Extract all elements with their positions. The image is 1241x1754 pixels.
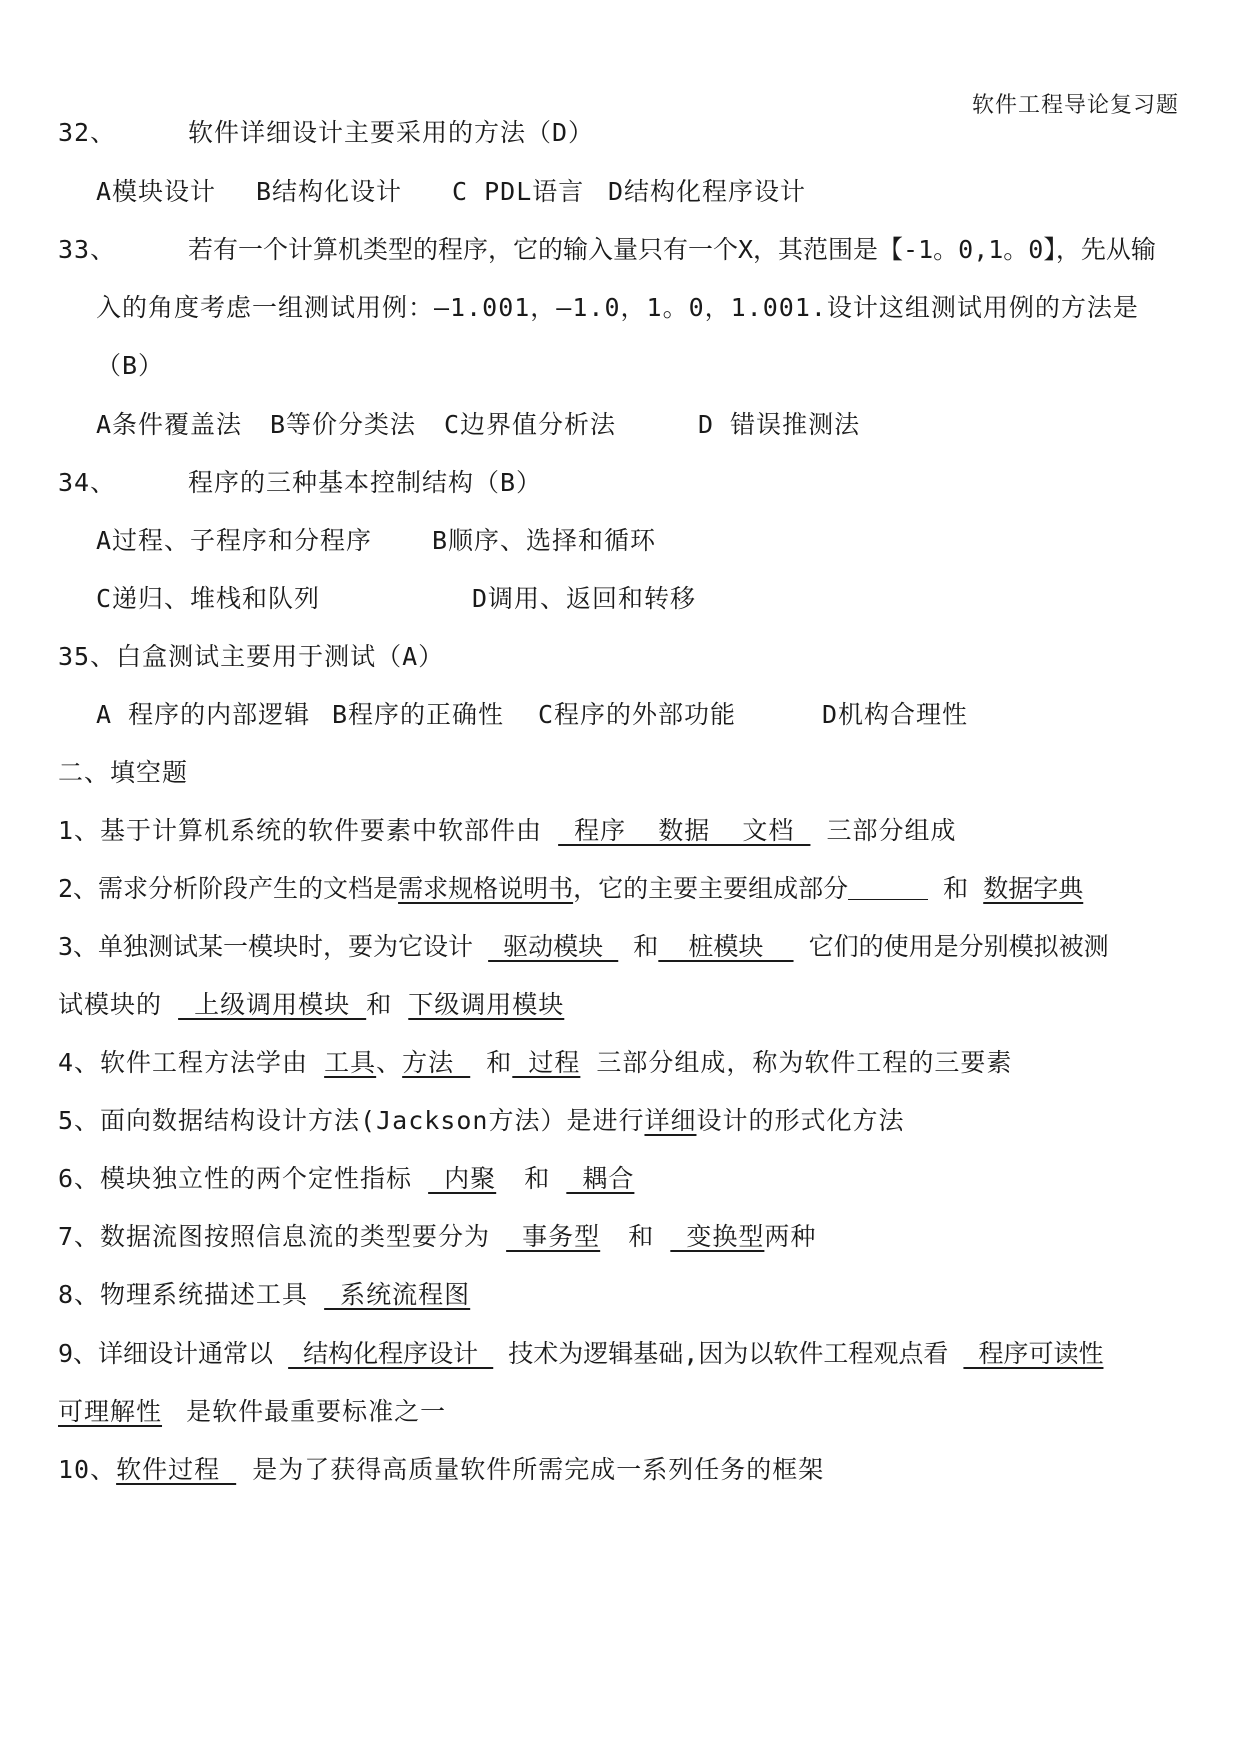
answer: 内聚	[428, 1164, 497, 1193]
fill-text: 和	[486, 1048, 513, 1077]
fill-text: 9、详细设计通常以	[58, 1339, 274, 1368]
fill-text: 和	[524, 1164, 551, 1193]
answer: 驱动模块	[488, 932, 619, 961]
fill-6	[58, 1162, 1183, 1196]
option-a: A条件覆盖法	[96, 410, 243, 439]
answer: 软件过程	[116, 1455, 237, 1484]
fill-7	[58, 1220, 1183, 1254]
answer: 结构化程序设计	[288, 1339, 494, 1368]
option-a: A模块设计	[96, 177, 217, 206]
answer: 详细	[644, 1106, 697, 1135]
question-number: 33、	[58, 235, 117, 264]
option-d: D结构化程序设计	[608, 177, 807, 206]
option-d: D调用、返回和转移	[472, 584, 697, 613]
question-33	[58, 233, 1183, 267]
fill-5	[58, 1104, 1183, 1138]
answer: 事务型	[506, 1222, 601, 1251]
fill-10	[58, 1453, 1183, 1487]
fill-text: 8、物理系统描述工具	[58, 1280, 309, 1309]
option-b: B等价分类法	[270, 410, 417, 439]
option-c: C递归、堆栈和队列	[96, 584, 321, 613]
fill-text: 和	[943, 874, 969, 903]
question-number: 34、	[58, 468, 117, 497]
fill-1	[58, 814, 1183, 848]
fill-text: 是为了获得高质量软件所需完成一系列任务的框架	[252, 1455, 825, 1484]
question-35: 35、白盒测试主要用于测试（A）	[58, 642, 445, 671]
answer: 程序 数据 文档	[558, 816, 811, 845]
fill-text: 是软件最重要标准之一	[186, 1397, 447, 1426]
question-32	[58, 116, 1183, 150]
fill-3	[58, 930, 1183, 964]
question-text: 软件详细设计主要采用的方法（D）	[188, 118, 595, 147]
option-d: D机构合理性	[822, 700, 969, 729]
fill-text: 和	[628, 1222, 655, 1251]
option-c: C程序的外部功能	[538, 700, 737, 729]
answer: 程序可读性	[963, 1339, 1104, 1368]
answer: 过程	[512, 1048, 581, 1077]
question-33-line3: （B）	[96, 351, 165, 380]
question-32-options	[96, 175, 1183, 209]
fill-text: 三部分组成	[826, 816, 957, 845]
question-34-options-row2	[96, 582, 1183, 616]
answer: 需求规格说明书	[398, 874, 574, 903]
fill-text: 2、需求分析阶段产生的文档是	[58, 874, 399, 903]
fill-text: 7、数据流图按照信息流的类型要分为	[58, 1222, 491, 1251]
section-title: 二、填空题	[58, 758, 189, 787]
answer: 数据字典	[983, 874, 1084, 903]
fill-text: 10、	[58, 1455, 117, 1484]
question-34-options-row1	[96, 524, 1183, 558]
fill-text: 和	[366, 990, 393, 1019]
fill-text: 6、模块独立性的两个定性指标	[58, 1164, 413, 1193]
fill-text: 1、基于计算机系统的软件要素中软部件由	[58, 816, 543, 845]
answer: 可理解性	[58, 1397, 163, 1426]
answer: 耦合	[566, 1164, 635, 1193]
option-c: C PDL语言	[452, 177, 585, 206]
fill-3-cont	[58, 988, 1183, 1022]
fill-text: 它们的使用是分别模拟被测	[808, 932, 1109, 961]
answer: 系统流程图	[324, 1280, 471, 1309]
fill-9	[58, 1337, 1183, 1371]
fill-text: 和	[633, 932, 659, 961]
answer: 工具	[324, 1048, 377, 1077]
blank-line	[848, 875, 928, 900]
fill-text: 5、面向数据结构设计方法(Jackson方法）是进行	[58, 1106, 645, 1135]
answer: 变换型	[670, 1222, 765, 1251]
option-a: A过程、子程序和分程序	[96, 526, 373, 555]
question-33-line2: 入的角度考虑一组测试用例：—1.001，—1.0，1。0，1.001.设计这组测试用例的方法是	[96, 293, 1139, 322]
answer: 方法	[402, 1048, 471, 1077]
fill-text: 3、单独测试某一模块时，要为它设计	[58, 932, 474, 961]
fill-text: 技术为逻辑基础,因为以软件工程观点看	[508, 1339, 949, 1368]
fill-9-cont	[58, 1395, 1183, 1429]
question-33-options	[96, 408, 1183, 442]
fill-text: 试模块的	[58, 990, 163, 1019]
answer: 上级调用模块	[178, 990, 367, 1019]
option-b: B结构化设计	[256, 177, 403, 206]
fill-text: ，它的主要主要组成部分	[573, 874, 849, 903]
question-number: 32、	[58, 118, 117, 147]
fill-2	[58, 872, 1183, 906]
fill-8	[58, 1278, 1183, 1312]
question-text-line1: 若有一个计算机类型的程序，它的输入量只有一个X，其范围是【-1。0,1。0】，先从输	[188, 235, 1156, 264]
option-b: B顺序、选择和循环	[432, 526, 657, 555]
option-d: D 错误推测法	[698, 410, 861, 439]
fill-4	[58, 1046, 1183, 1080]
answer: 下级调用模块	[408, 990, 565, 1019]
option-a: A 程序的内部逻辑	[96, 700, 311, 729]
question-text: 程序的三种基本控制结构（B）	[188, 468, 543, 497]
answer: 桩模块	[658, 932, 794, 961]
page-header: 软件工程导论复习题	[971, 93, 1179, 118]
fill-text: 4、软件工程方法学由	[58, 1048, 309, 1077]
option-c: C边界值分析法	[444, 410, 617, 439]
option-b: B程序的正确性	[332, 700, 505, 729]
fill-text: 、	[376, 1048, 403, 1077]
fill-text: 三部分组成，称为软件工程的三要素	[596, 1048, 1013, 1077]
question-34	[58, 466, 1183, 500]
fill-text: 设计的形式化方法	[696, 1106, 905, 1135]
fill-text: 两种	[764, 1222, 817, 1251]
question-35-options	[96, 698, 1183, 732]
